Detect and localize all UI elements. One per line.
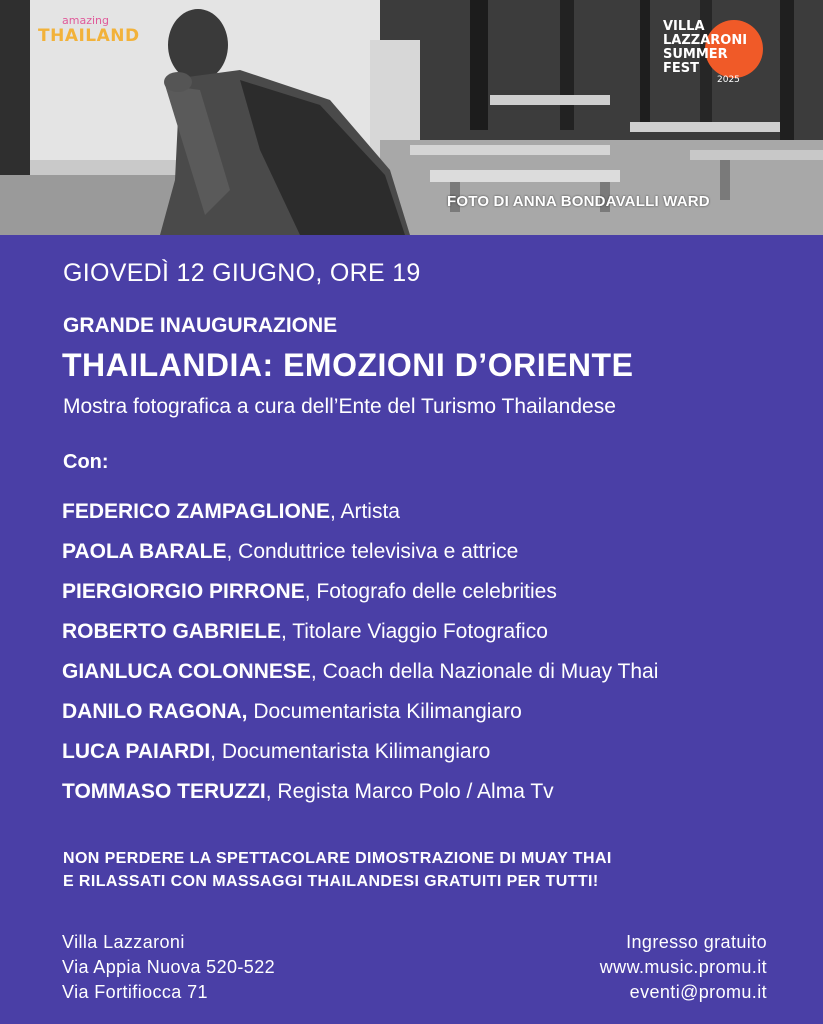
guests-label: Con:: [63, 451, 109, 473]
fest-logo-line: VILLA: [663, 19, 705, 34]
venue-name: Villa Lazzaroni: [62, 932, 185, 952]
guest-name: GIANLUCA COLONNESE: [62, 660, 311, 683]
guest-item: [62, 580, 658, 620]
fest-logo-line: SUMMER: [663, 47, 728, 62]
guest-role: , Documentarista Kilimangiaro: [210, 740, 491, 763]
guest-item: [62, 740, 658, 780]
email-link[interactable]: eventi@promu.it: [629, 982, 767, 1002]
guest-item: [62, 700, 658, 740]
fest-logo-line: FEST: [663, 61, 699, 76]
address-line: Via Fortifiocca 71: [62, 982, 208, 1002]
guest-name: PAOLA BARALE: [62, 540, 227, 563]
guest-role: , Titolare Viaggio Fotografico: [280, 620, 548, 643]
guest-item: [62, 780, 658, 820]
fest-logo-text: [663, 20, 747, 76]
guest-role: , Regista Marco Polo / Alma Tv: [265, 780, 554, 803]
logo-big-text: THAILAND: [38, 26, 140, 46]
guest-name: DANILO RAGONA,: [62, 700, 248, 723]
guest-item: [62, 500, 658, 540]
guest-role: Documentarista Kilimangiaro: [247, 700, 522, 723]
amazing-thailand-logo: [38, 14, 140, 70]
promo-line: NON PERDERE LA SPETTACOLARE DIMOSTRAZIONE DI MUAY THAI: [63, 850, 612, 867]
header-photo: [0, 0, 823, 235]
event-info: [600, 930, 767, 1005]
guest-item: [62, 660, 658, 700]
guest-role: , Artista: [329, 500, 400, 523]
guest-list: [62, 500, 658, 820]
guest-role: , Conduttrice televisiva e attrice: [226, 540, 519, 563]
photo-credit: FOTO DI ANNA BONDAVALLI WARD: [447, 193, 710, 210]
guest-item: [62, 540, 658, 580]
event-subtitle: GRANDE INAUGURAZIONE: [63, 314, 338, 337]
fest-logo-year: 2025: [717, 75, 740, 85]
promo-text: [63, 847, 612, 893]
venue-address: [62, 930, 275, 1005]
guest-role: , Coach della Nazionale di Muay Thai: [310, 660, 659, 683]
guest-name: LUCA PAIARDI: [62, 740, 211, 763]
event-date: GIOVEDÌ 12 GIUGNO, ORE 19: [63, 259, 421, 287]
event-title: THAILANDIA: EMOZIONI D’ORIENTE: [62, 347, 634, 383]
fest-logo-line: LAZZARONI: [663, 33, 748, 48]
guest-role: , Fotografo delle celebrities: [304, 580, 557, 603]
promo-line: E RILASSATI CON MASSAGGI THAILANDESI GRATUITI PER TUTTI!: [63, 873, 599, 890]
guest-name: ROBERTO GABRIELE: [62, 620, 281, 643]
address-line: Via Appia Nuova 520-522: [62, 957, 276, 977]
website-link[interactable]: www.music.promu.it: [599, 957, 767, 977]
entry-info: Ingresso gratuito: [626, 932, 767, 952]
guest-item: [62, 620, 658, 660]
event-description: Mostra fotografica a cura dell’Ente del Turismo Thailandese: [63, 395, 616, 418]
logo-small-text: amazing: [62, 14, 109, 27]
villa-lazzaroni-summer-fest-logo: [663, 18, 763, 88]
guest-name: PIERGIORGIO PIRRONE: [62, 580, 305, 603]
guest-name: TOMMASO TERUZZI: [62, 780, 266, 803]
guest-name: FEDERICO ZAMPAGLIONE: [62, 500, 330, 523]
